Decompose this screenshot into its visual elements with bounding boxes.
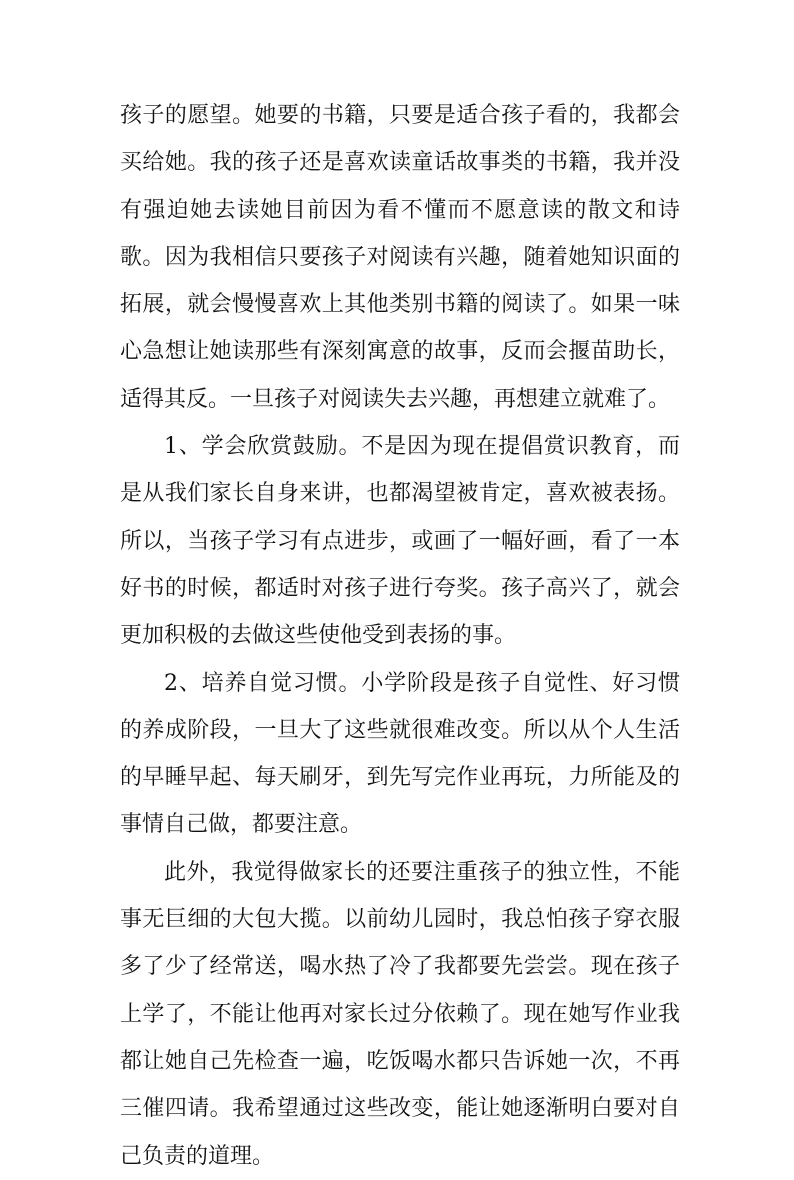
body-text [120,92,680,1180]
paragraph-good-habits: 2、培养自觉习惯。小学阶段是孩子自觉性、好习惯的养成阶段，一旦大了这些就很难改变。所以从个人生活的早睡早起、每天刷牙，到先写完作业再玩，力所能及的事情自己做，都要注意。 [120,670,680,838]
paragraph-praise-encouragement: 1、学会欣赏鼓励。不是因为现在提倡赏识教育，而是从我们家长自身来讲，也都渴望被肯定，喜欢被表扬。所以，当孩子学习有点进步，或画了一幅好画，看了一本好书的时候，都适时对孩子进行夸奖。孩子高兴了，就会更加积极的去做这些使他受到表扬的事。 [120,434,680,649]
paragraph-reading-interest: 孩子的愿望。她要的书籍，只要是适合孩子看的，我都会买给她。我的孩子还是喜欢读童话故事类的书籍，我并没有强迫她去读她目前因为看不懂而不愿意读的散文和诗歌。因为我相信只要孩子对阅读有兴趣，随着她知识面的拓展，就会慢慢喜欢上其他类别书籍的阅读了。如果一味心急想让她读那些有深刻寓意的故事，反而会揠苗助长，适得其反。一旦孩子对阅读失去兴趣，再想建立就难了。 [120,103,680,412]
paragraph-independence: 此外，我觉得做家长的还要注重孩子的独立性，不能事无巨细的大包大揽。以前幼儿园时，我总怕孩子穿衣服多了少了经常送，喝水热了冷了我都要先尝尝。现在孩子上学了，不能让他再对家长过分依赖了。现在她写作业我都让她自己先检查一遍，吃饭喝水都只告诉她一次，不再三催四请。我希望通过这些改变，能让她逐渐明白要对自己负责的道理。 [120,859,680,1169]
